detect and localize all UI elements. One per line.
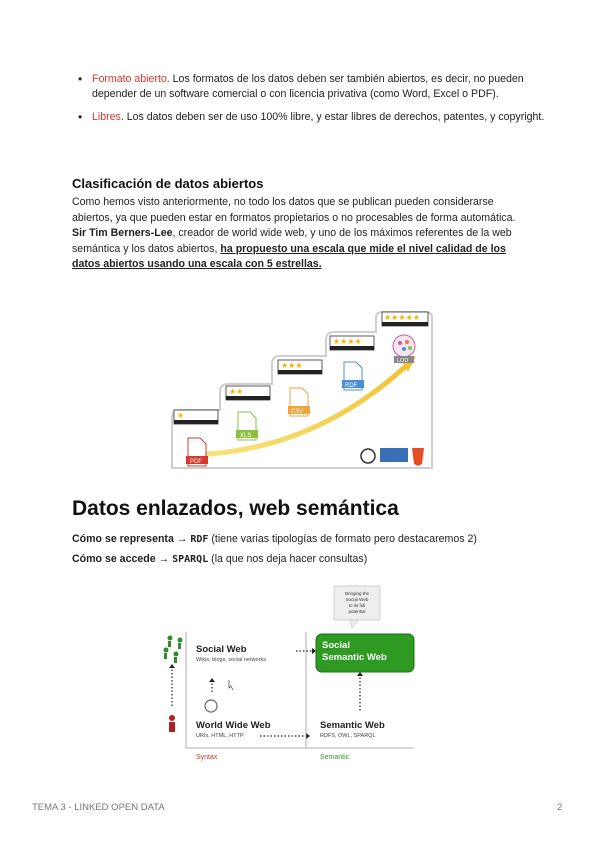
axis-label-semantic: Semantic [320,754,350,761]
paragraph-text: Como hemos visto anteriormente, no todo los datos que se publican pueden considerarse abiertos, ya que pueden estar en formatos propietarios o no procesables de forma automática. [72,196,516,224]
representation-label: Cómo se representa → [72,533,191,545]
person-icon [169,715,175,732]
callout-text: potential [348,609,366,614]
w3c-rdf-icon [380,448,408,462]
file-label-csv: CSV [291,409,304,415]
access-line [72,553,367,565]
social-semantic-web-diagram [156,582,418,766]
social-web-sub: Wikis, blogs, social networks [196,657,266,663]
star-rating-2: ★★ [229,387,244,396]
five-star-figure [168,306,434,472]
semantic-web-label: Semantic Web [320,720,385,731]
bullet-title: Formato abierto [92,73,167,85]
paragraph-underlined: ha propuesto una escala que mide el nivel calidad de los datos abiertos usando una escala con 5 estrellas. [72,242,506,271]
label-bar [174,420,218,424]
cc-icon [361,449,375,463]
axis-label-syntax: Syntax [196,754,218,761]
label-bar [330,346,374,350]
xls-file-icon [236,412,258,440]
paragraph-bold-name: Sir Tim Berners-Lee [72,227,173,240]
bullet-title: Libres [92,111,121,124]
callout-text: Bringing the [344,591,370,596]
file-label-pdf: PDF [190,459,202,465]
rdf-file-icon [342,362,364,390]
callout-text: Social Web [345,597,369,602]
www-label: World Wide Web [196,720,271,731]
callout-text: to its full [348,603,366,608]
file-label-rdf: RDF [345,383,358,389]
file-label-lod: LOD [397,358,409,364]
paragraph-text-2: , creador de world wide web, y uno de los máximos referentes de la web semántica y los datos abiertos, [72,227,512,255]
lod-cloud-icon [393,335,415,364]
label-bar [278,370,322,374]
social-semantic-web-label: Social [322,640,350,651]
star-rating-3: ★★★ [281,361,303,370]
social-semantic-web-label: Semantic Web [322,652,387,663]
callout [334,586,380,628]
cursor-icon [229,680,233,690]
linked-data-heading: Datos enlazados, web semántica [72,497,399,520]
star-rating-4: ★★★★ [333,337,362,346]
label-bar [226,396,270,400]
representation-note: (tiene varias tipologías de formato pero destacaremos 2) [208,533,477,545]
csv-file-icon [288,388,310,416]
representation-line [72,533,477,545]
people-network-icon [164,636,183,664]
rdf-code: RDF [190,534,209,545]
section-heading: Clasificación de datos abiertos [72,176,264,191]
bullet-item-formato-abierto [92,72,552,102]
pdf-file-icon [186,438,208,466]
star-rating-1: ★ [177,411,185,420]
sparql-code: SPARQL [172,554,209,565]
semantic-web-sub: RDFS, OWL, SPARQL [320,733,376,739]
globe-icon [205,700,217,712]
access-note: (la que nos deja hacer consultas) [208,553,368,565]
www-sub: URIs, HTML, HTTP [196,733,244,739]
social-web-label: Social Web [196,644,247,655]
bullet-text: . Los datos deben ser de uso 100% libre, y estar libres de derechos, patentes, y copyright. [120,111,545,124]
bullet-text: . Los formatos de los datos deben ser también abiertos, es decir, no pueden depender de un software comercial o con licencia privativa (como Word, Excel o PDF). [92,73,524,101]
access-label: Cómo se accede → [72,553,173,565]
page-number: 2 [557,802,563,813]
bullet-item-libres [92,110,552,125]
star-rating-5: ★★★★★ [384,313,420,322]
bullet-list [72,72,552,134]
file-label-xls: XLS [240,433,252,439]
footer-title: TEMA 3 - LINKED OPEN DATA [32,802,165,813]
label-bar [382,322,428,326]
section-paragraph [72,195,524,273]
